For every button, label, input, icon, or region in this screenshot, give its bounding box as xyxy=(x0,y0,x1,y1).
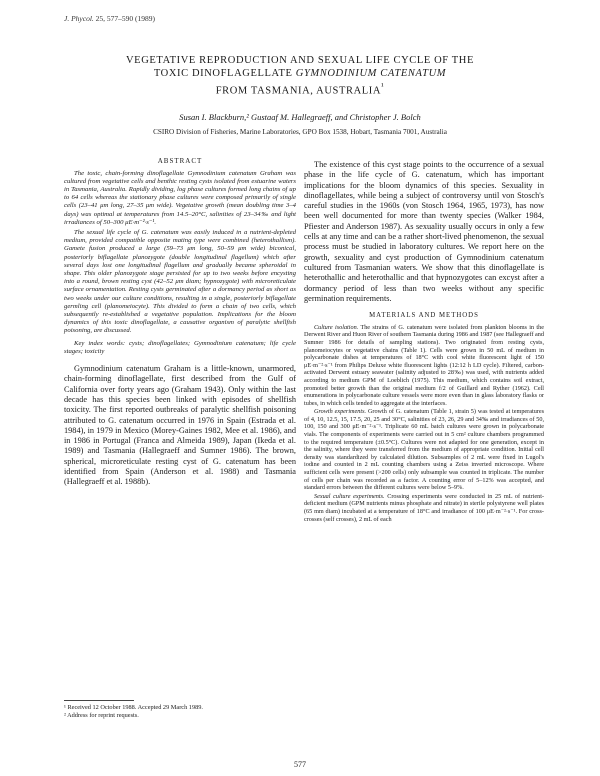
right-column xyxy=(304,160,544,524)
abstract-body xyxy=(64,170,296,336)
footnote-reprints: ² Address for reprint requests. xyxy=(64,711,139,719)
methods-paragraph-1: Culture isolation. The strains of G. catenatum were isolated from plankton blooms in the Derwent River and Huon River of southern Tasmania during 1986 and 1987 (see Hallegraeff and Sumner 1986 for details of sampling stations). Two originated from resting cysts, planomeiocytes or vegetative chains (Table 1). Cells were grown in 50 mL of medium in polycarbonate dishes at temperatures of 18°C with cool white fluorescent light of 150 μE·m⁻²·s⁻¹ from Philips Deluxe white fluorescent lights (12:12 h LD cycle). Filtered, carbon-activated Derwent estuary seawater (salinity adjusted to 28‰) was used, with nutrients added according to medium GPM of Loeblich (1975). This medium, which contains soil extract, promoted better growth than the original medium f/2 of Guillard and Ryther (1962). Cell enumerations in polycarbonate culture vessels were more even than in glass laboratory flasks or tubes, in which cells tended to aggregate at the interfaces. xyxy=(304,323,544,407)
footnote-received: ¹ Received 12 October 1988. Accepted 29 March 1989. xyxy=(64,704,203,711)
intro-paragraph-2: The existence of this cyst stage points to the occurrence of a sexual phase in the life cycle of G. catenatum, which has important implications for the bloom dynamics of this species. Sexuality in dinoflagellates, while being a subject of controversy until von Stosch's careful studies in the 1960s (von Stosch 1964, 1965, 1973), has now been well documented for more than twenty species (Walker 1984, Pfiester and Anderson 1987). As sexuality usually occurs in only a few cells at any time and can be a rather short-lived phenomenon, the sexual process must be studied in laboratory cultures. We report here on the growth, sexuality and cyst production of Gymnodinium catenatum cultured from Tasmanian waters. We show that this dinoflagellate is heterothallic and heterothallic and that hypnozygotes can excyst after a dormancy period of less than two weeks without any specific germination requirements. xyxy=(304,160,544,303)
abstract-paragraph-1: The toxic, chain-forming dinoflagellate Gymnodinium catenatum Graham was cultured from vegetative cells and benthic resting cysts isolated from estuarine waters in Tasmania, Australia. Rapidly dividing, log phase cultures formed long chains of up to 64 cells whereas the stationary phase cultures were composed primarily of single cells (23–41 μm long, 27–35 μm wide). Vegetative growth (mean doubling time 3–4 days) was optimal at temperatures from 14.5–20°C, salinities of 23–34‰ and light irradiances of 50–300 μE·m⁻²·s⁻¹. xyxy=(64,169,296,226)
journal-volume-pages: 25, 577–590 (1989) xyxy=(95,14,156,23)
title-footnote-mark: ¹ xyxy=(381,81,385,91)
title-line-2-prefix: TOXIC DINOFLAGELLATE xyxy=(153,68,293,79)
paper-title xyxy=(60,54,540,98)
left-column xyxy=(64,157,296,488)
right-body-text xyxy=(304,160,544,304)
title-line-1: VEGETATIVE REPRODUCTION AND SEXUAL LIFE CYCLE OF THE xyxy=(126,55,474,66)
methods-heading: MATERIALS AND METHODS xyxy=(369,312,479,320)
methods-paragraph-3: Sexual culture experiments. Crossing experiments were conducted in 25 mL of nutrient-deficient medium (GPM nutrients minus phosphate and nitrate) in sterile polystyrene well plates (65 mm diam) incubated at a temperature of 18°C and irradiance of 100 μE·m⁻²·s⁻¹. For cross-crosses (self crosses), 2 mL of each xyxy=(304,492,545,523)
methods-subhead-2: Growth experiments. xyxy=(314,408,367,416)
journal-citation xyxy=(64,14,155,23)
methods-subhead-1: Culture isolation. xyxy=(314,323,359,331)
journal-name: J. Phycol. xyxy=(64,14,94,23)
title-line-3: FROM TASMANIA, $AUSTRALIA^{^1}$ xyxy=(215,81,385,97)
intro-paragraph-1: Gymnodinium catenatum Graham is a little-known, unarmored, chain-forming dinoflagellate, first described from the Gulf of California over forty years ago (Graham 1943). Only within the last decade has this species been linked with episodes of shellfish toxicity. The first reported outbreaks of paralytic shellfish poisoning attributed to G. catenatum occurred in 1976 in Spain (Estrada et al. 1984), in 1979 in Mexico (Morey-Gaines 1982, Mee et al. 1986), and in 1986 in Portugal (Franca and Almeida 1989), Japan (Ikeda et al. 1989) and Tasmania (Hallegraeff and Sumner 1986). The brown, spherical, microreticulate resting cyst of G. catenatum has been identified from Spain (Anderson et al. 1988) and Tasmania (Hallegraeff et al. 1988b). xyxy=(64,364,296,487)
abstract-paragraph-2: The sexual life cycle of G. catenatum was easily induced in a nutrient-depleted medium, provided compatible opposite mating type were combined (heterothallism). Gamete fusion produced a large (59–73 μm long, 50–59 μm wide) biconical, posteriorly biflagellate planozygote (double longitudinal flagellum) which after several days lost one longitudinal flagellum and gradually became spheroidal in shape. This older planozygote stage persisted for up to two weeks before encysting into a round, brown resting cyst (42–52 μm diam; hypnozygote) with microreticulate surface ornamentation. Resting cysts germinated after a dormancy period as short as two weeks under our culture conditions, resulting in a single, posteriorly biflagellate germling cell (planomeiocyte). This divided to form a chain of two cells, which subsequently re-established a vegetative population. Implications for the bloom dynamics of this toxic dinoflagellate, a causative organism of paralytic shellfish poisoning, are discussed. xyxy=(64,229,296,335)
abstract-heading: ABSTRACT xyxy=(157,157,203,165)
author-list: Susan I. Blackburn,² Gustaaf M. Hallegraeff, and Christopher J. Bolch xyxy=(179,112,421,122)
methods-paragraph-2: Growth experiments. Growth of G. catenatum (Table 1, strain 5) was tested at temperatures of 4, 10, 12.5, 15, 17.5, 20, 25 and 30°C, salinities of 23, 26, 29 and 34‰ and irradiances of 50, 100, 150 and 300 μE·m⁻²·s⁻¹. Triplicate 60 mL batch cultures were grown in polycarbonate vials. The components of experiments were carried out in 5 cm² culture chambers programmed to the required temperature (±0.5°C). Cultures were not adapted for one generation, except in the salinity, where they were transferred from the medium of appropriate condition. Initial cell density was standardized by calculated dilution. Subsamples of 2 mL were fixed in Lugol's iodine and counted in 2 mL counting chambers using a Zeiss inverted microscope. Where sufficient cells were present (>200 cells) only subsample was counted in triplicate. The number of cells per chain was recorded as a factor. A counting error of 5–12% was accepted, and standard errors between the different cultures were below 5–9%. xyxy=(304,408,545,492)
methods-body xyxy=(304,324,544,523)
keywords: Key index words: cysts; dinoflagellates; Gymnodinium catenatum; life cycle stages; toxicity xyxy=(64,339,296,355)
title-species: GYMNODINIUM CATENATUM xyxy=(295,68,447,79)
left-body-text xyxy=(64,364,296,488)
affiliation: CSIRO Division of Fisheries, Marine Laboratories, GPO Box 1538, Hobart, Tasmania 7001, Australia xyxy=(153,128,447,136)
footnote-divider xyxy=(64,700,134,701)
title-line-2 xyxy=(60,67,540,80)
page-number: 577 xyxy=(294,760,306,769)
methods-subhead-3: Sexual culture experiments. xyxy=(314,492,385,500)
footnotes xyxy=(64,704,304,719)
